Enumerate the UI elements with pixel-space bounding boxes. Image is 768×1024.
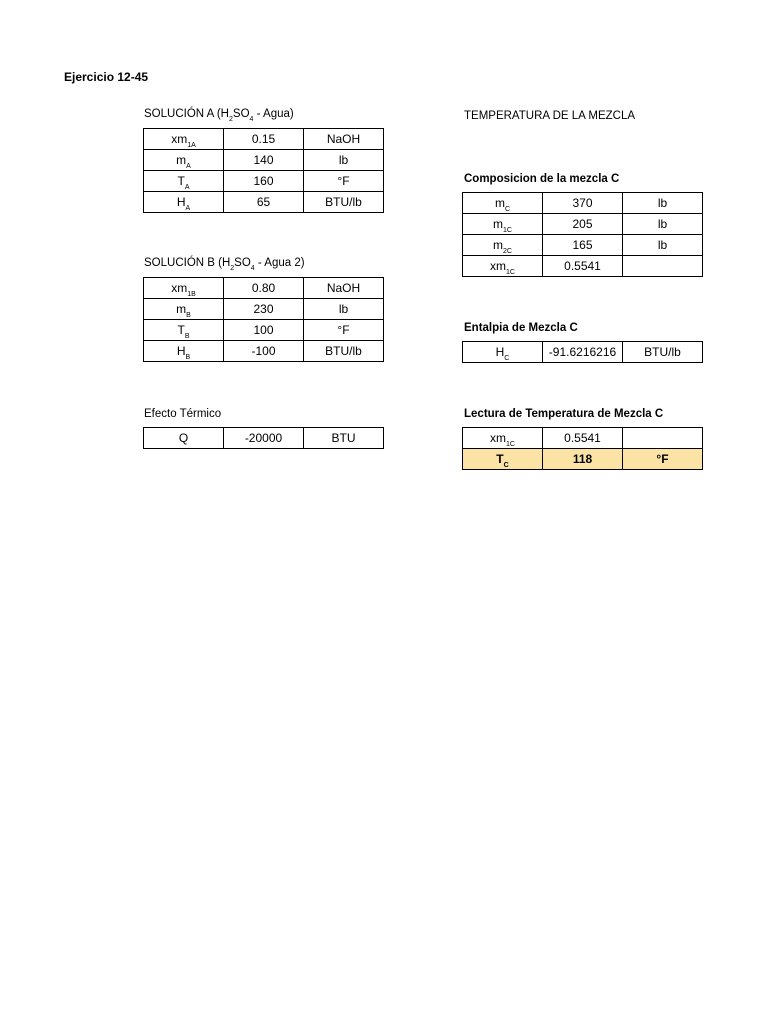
value-cell[interactable]: -100: [224, 341, 304, 362]
table-row: [144, 299, 384, 320]
table-row: [463, 428, 703, 449]
unit-cell[interactable]: lb: [304, 150, 384, 171]
unit-cell[interactable]: NaOH: [304, 278, 384, 299]
symbol-cell[interactable]: $xm_{1C}$: [463, 428, 543, 449]
value-cell[interactable]: 160: [224, 171, 304, 192]
value-cell[interactable]: 0.5541: [543, 428, 623, 449]
value-cell[interactable]: 65: [224, 192, 304, 213]
unit-cell[interactable]: BTU/lb: [304, 192, 384, 213]
solution-a-table: [143, 128, 384, 213]
table-row: [463, 193, 703, 214]
value-cell[interactable]: 140: [224, 150, 304, 171]
symbol-cell[interactable]: $T_A$: [144, 171, 224, 192]
composition-table: [462, 192, 703, 277]
value-cell[interactable]: 100: [224, 320, 304, 341]
table-row: [144, 341, 384, 362]
symbol-cell[interactable]: $H_B$: [144, 341, 224, 362]
symbol-cell[interactable]: Q: [144, 428, 224, 449]
unit-cell[interactable]: NaOH: [304, 129, 384, 150]
unit-cell[interactable]: BTU: [304, 428, 384, 449]
table-row: [144, 171, 384, 192]
symbol-cell[interactable]: $m_B$: [144, 299, 224, 320]
unit-cell[interactable]: lb: [304, 299, 384, 320]
solution-a-heading: SOLUCIÓN A ($H_2SO_4$ - Agua): [144, 108, 294, 123]
temperature-reading-heading: Lectura de Temperatura de Mezcla C: [464, 408, 664, 420]
unit-cell[interactable]: lb: [623, 193, 703, 214]
mixture-temperature-heading: TEMPERATURA DE LA MEZCLA: [464, 110, 636, 122]
value-cell[interactable]: 0.15: [224, 129, 304, 150]
unit-cell[interactable]: °F: [304, 171, 384, 192]
unit-cell[interactable]: lb: [623, 214, 703, 235]
enthalpy-table: [462, 341, 703, 363]
symbol-cell[interactable]: $T_B$: [144, 320, 224, 341]
enthalpy-heading: Entalpia de Mezcla C: [464, 322, 578, 334]
value-cell[interactable]: 165: [543, 235, 623, 256]
table-row: [144, 278, 384, 299]
composition-heading: Composicion de la mezcla C: [464, 173, 620, 185]
table-row: [144, 129, 384, 150]
temperature-reading-table: [462, 427, 703, 470]
symbol-cell[interactable]: $xm_{1B}$: [144, 278, 224, 299]
value-cell[interactable]: -91.6216216: [543, 342, 623, 363]
value-cell[interactable]: 230: [224, 299, 304, 320]
value-cell[interactable]: 0.80: [224, 278, 304, 299]
table-row: [463, 256, 703, 277]
value-cell[interactable]: -20000: [224, 428, 304, 449]
unit-cell[interactable]: BTU/lb: [623, 342, 703, 363]
unit-cell[interactable]: lb: [623, 235, 703, 256]
table-row: [463, 235, 703, 256]
thermal-effect-table: [143, 427, 384, 449]
unit-cell[interactable]: °F: [304, 320, 384, 341]
unit-cell[interactable]: °F: [623, 449, 703, 470]
value-cell[interactable]: 370: [543, 193, 623, 214]
table-row: [144, 150, 384, 171]
table-row: [463, 342, 703, 363]
value-cell[interactable]: 205: [543, 214, 623, 235]
symbol-cell[interactable]: $m_{2C}$: [463, 235, 543, 256]
symbol-cell[interactable]: $xm_{1A}$: [144, 129, 224, 150]
unit-cell[interactable]: [623, 256, 703, 277]
thermal-effect-heading: Efecto Térmico: [144, 408, 222, 420]
table-row-highlighted: [463, 449, 703, 470]
symbol-cell[interactable]: $m_{1C}$: [463, 214, 543, 235]
symbol-cell[interactable]: $m_A$: [144, 150, 224, 171]
unit-cell[interactable]: BTU/lb: [304, 341, 384, 362]
table-row: [144, 428, 384, 449]
table-row: [144, 192, 384, 213]
unit-cell[interactable]: [623, 428, 703, 449]
symbol-cell[interactable]: $H_C$: [463, 342, 543, 363]
symbol-cell[interactable]: $H_A$: [144, 192, 224, 213]
symbol-cell[interactable]: $xm_{1C}$: [463, 256, 543, 277]
table-row: [463, 214, 703, 235]
value-cell[interactable]: 0.5541: [543, 256, 623, 277]
table-row: [144, 320, 384, 341]
symbol-cell[interactable]: $T_C$: [463, 449, 543, 470]
exercise-title: Ejercicio 12-45: [64, 70, 149, 84]
solution-b-table: [143, 277, 384, 362]
value-cell[interactable]: 118: [543, 449, 623, 470]
solution-b-heading: SOLUCIÓN B ($H_2SO_4$ - Agua 2): [144, 257, 305, 272]
symbol-cell[interactable]: $m_C$: [463, 193, 543, 214]
